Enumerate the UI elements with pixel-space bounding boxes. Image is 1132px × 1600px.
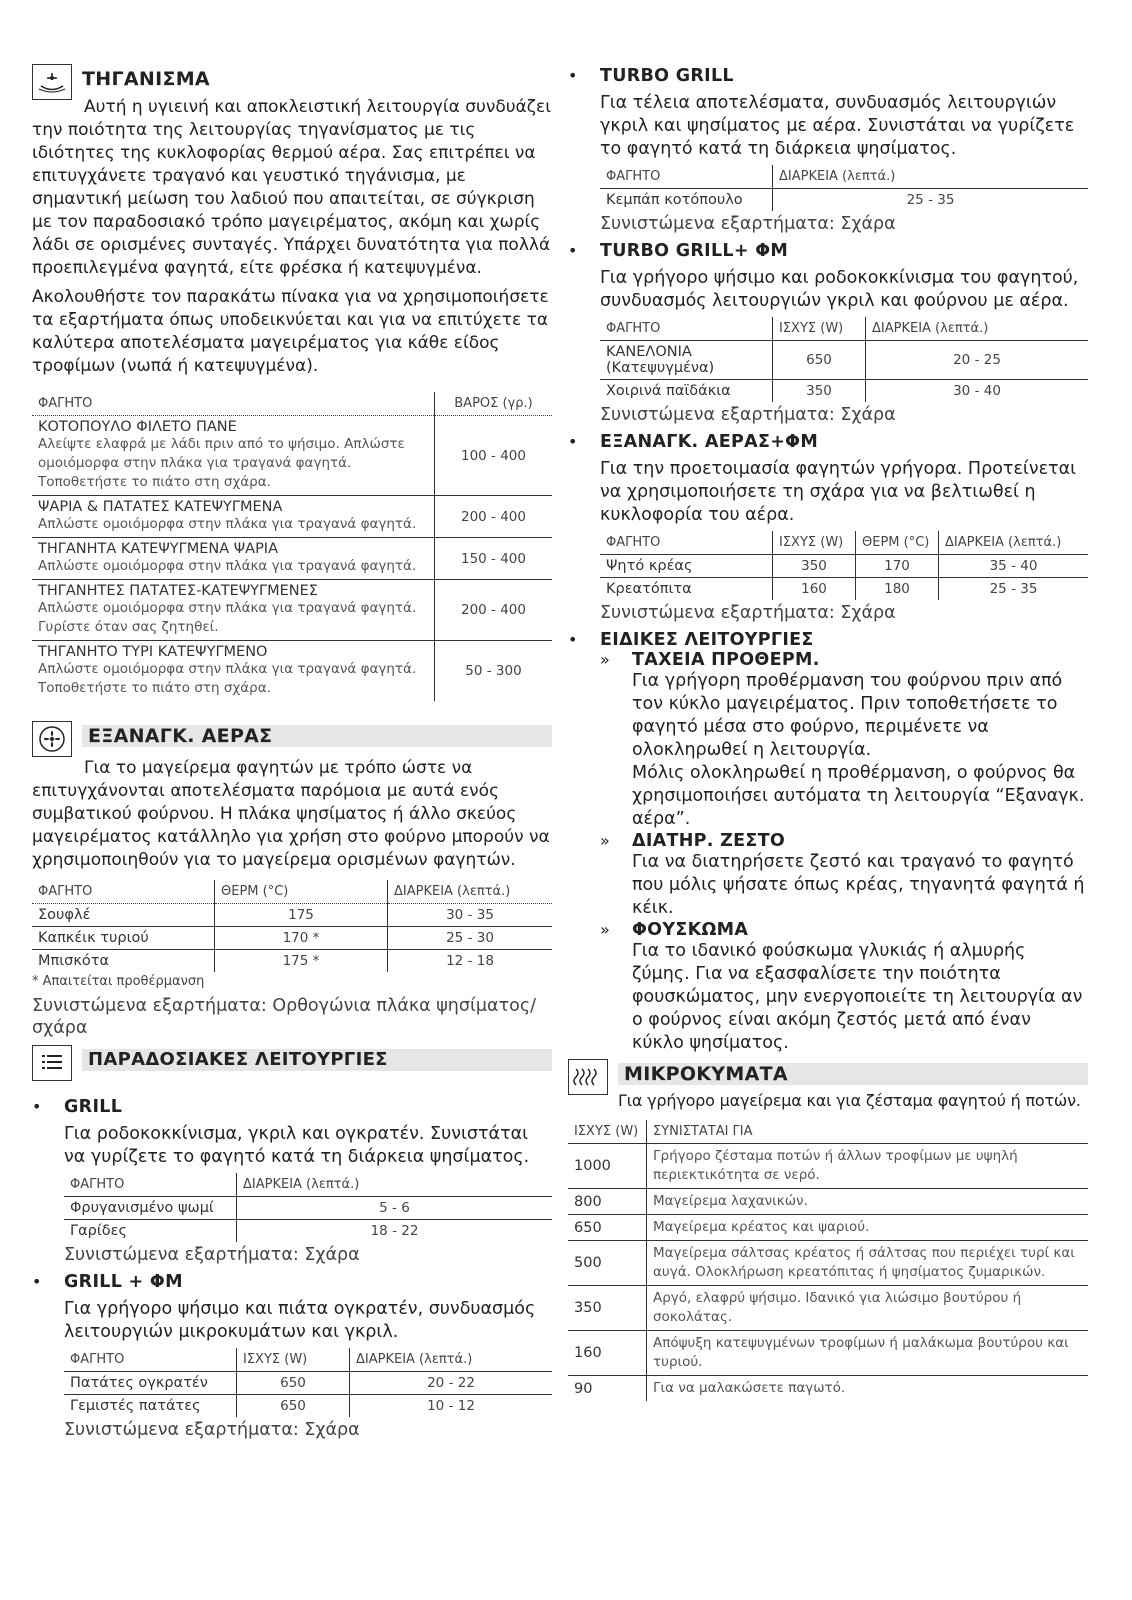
food-name: ΨΑΡΙΑ & ΠΑΤΑΤΕΣ ΚΑΤΕΨΥΓΜΕΝΑ <box>38 499 283 515</box>
table-row <box>32 927 552 950</box>
forced-air-title: ΕΞΑΝΑΓΚ. ΑΕΡΑΣ <box>82 725 552 747</box>
frying-instructions: Ακολουθήστε τον παρακάτω πίνακα για να χρησιμοποιήσετε τα εξαρτήματα όπως υποδεικνύεται και για να επιτύχετε τα καλύτερα αποτελέσματα μαγειρέματος για κάθε είδος τροφίμων (νωπά ή κατεψυγμένα). <box>32 287 549 376</box>
duration: 18 - 22 <box>237 1220 553 1243</box>
col-header-time: ΔΙΑΡΚΕΙΑ (λεπτά.) <box>388 880 553 904</box>
special-item-desc2: Μόλις ολοκληρωθεί η προθέρμανση, ο φούρνος θα χρησιμοποιήσει αυτόματα τη λειτουργία “Εξαναγκ. αέρα”. <box>632 763 1085 829</box>
turbo-grill-mw-table <box>600 317 1088 402</box>
raquo-marker: » <box>600 920 610 939</box>
col-header-power: ΙΣΧΥΣ (W) <box>773 531 856 555</box>
recommendation: Μαγείρεμα λαχανικών. <box>647 1189 1089 1215</box>
table-row <box>600 555 1088 578</box>
special-title: ΕΙΔΙΚΕΣ ΛΕΙΤΟΥΡΓΙΕΣ <box>600 630 814 650</box>
table-row <box>32 950 552 973</box>
bullet-dot: • <box>32 1097 42 1116</box>
col-header-food: ΦΑΓΗΤΟ <box>600 165 773 189</box>
grill-accessories: Συνιστώμενα εξαρτήματα: Σχάρα <box>64 1245 360 1265</box>
food-weight: 100 - 400 <box>435 416 553 496</box>
frying-header <box>32 64 552 94</box>
food-variant: (Κατεψυγμένα) <box>606 360 715 376</box>
food-name: ΚΟΤΟΠΟΥΛΟ ΦΙΛΕΤΟ ΠΑΝΕ <box>38 419 237 435</box>
table-row <box>32 538 552 580</box>
power: 350 <box>568 1286 647 1331</box>
power: 650 <box>773 341 866 380</box>
duration: 30 - 40 <box>866 380 1089 403</box>
food-name: Γεμιστές πατάτες <box>70 1398 201 1414</box>
special-functions <box>568 630 1088 1055</box>
food-name: Κρεατόπιτα <box>606 581 692 597</box>
power: 650 <box>568 1215 647 1241</box>
bullet-dot: • <box>568 630 578 649</box>
grill-table <box>64 1173 552 1242</box>
col-header-food: ΦΑΓΗΤΟ <box>32 880 215 904</box>
col-header-time: ΔΙΑΡΚΕΙΑ (λεπτά.) <box>866 317 1089 341</box>
duration: 25 - 30 <box>388 927 553 950</box>
table-row <box>568 1144 1088 1189</box>
col-header-food: ΦΑΓΗΤΟ <box>64 1173 237 1197</box>
microwave-title: ΜΙΚΡΟΚΥΜΑΤΑ <box>618 1063 1088 1085</box>
grill-mw-table <box>64 1348 552 1417</box>
col-header-food: ΦΑΓΗΤΟ <box>600 317 773 341</box>
table-row <box>568 1189 1088 1215</box>
col-header-power: ΙΣΧΥΣ (W) <box>237 1348 350 1372</box>
food-name: Γαρίδες <box>70 1223 127 1239</box>
bullet-dot: • <box>568 66 578 85</box>
power: 160 <box>568 1331 647 1376</box>
grill-mw-desc: Για γρήγορο ψήσιμο και πιάτα ογκρατέν, συνδυασμός λειτουργιών μικροκυμάτων και γκριλ. <box>64 1299 536 1342</box>
forced-air-mw-table <box>600 531 1088 600</box>
food-name: ΤΗΓΑΝΗΤΑ ΚΑΤΕΨΥΓΜΕΝΑ ΨΑΡΙΑ <box>38 541 279 557</box>
duration: 5 - 6 <box>237 1197 553 1220</box>
raquo-marker: » <box>600 831 610 850</box>
forced-air-accessories: Συνιστώμενα εξαρτήματα: Ορθογώνια πλάκα ψησίματος/σχάρα <box>32 996 536 1038</box>
left-column <box>32 64 552 1447</box>
col-header-time: ΔΙΑΡΚΕΙΑ (λεπτά.) <box>773 165 1089 189</box>
table-row <box>64 1395 552 1418</box>
col-header-food: ΦΑΓΗΤΟ <box>600 531 773 555</box>
col-header-temp: ΘΕΡΜ (°C) <box>215 880 388 904</box>
special-item-title: ΤΑΧΕΙΑ ΠΡΟΘΕΡΜ. <box>632 650 820 670</box>
bullet-dot: • <box>568 432 578 451</box>
temperature: 170 <box>856 555 939 578</box>
forced-air-mw-accessories: Συνιστώμενα εξαρτήματα: Σχάρα <box>600 603 896 623</box>
special-item-desc: Για να διατηρήσετε ζεστό και τραγανό το φαγητό που μόλις ψήσατε όπως κρέας, τηγανητά φαγητά ή κέικ. <box>632 852 1085 918</box>
table-row <box>32 416 552 496</box>
table-row <box>32 904 552 927</box>
food-note: Απλώστε ομοιόμορφα στην πλάκα για τραγανά φαγητά. Γυρίστε όταν σας ζητηθεί. <box>38 600 417 635</box>
temperature: 175 * <box>215 950 388 973</box>
frying-table <box>32 392 552 701</box>
duration: 30 - 35 <box>388 904 553 927</box>
turbo-grill-title: TURBO GRILL <box>600 66 734 86</box>
food-name: Μπισκότα <box>38 953 110 969</box>
power: 650 <box>237 1372 350 1395</box>
table-row <box>568 1215 1088 1241</box>
forced-air-table <box>32 880 552 972</box>
duration: 10 - 12 <box>350 1395 553 1418</box>
table-row <box>64 1220 552 1243</box>
forced-air-mw-item <box>568 432 1088 624</box>
preheat-footnote: * Απαιτείται προθέρμανση <box>32 974 205 989</box>
recommendation: Απόψυξη κατεψυγμένων τροφίμων ή μαλάκωμα βουτύρου και τυριού. <box>647 1331 1089 1376</box>
special-item-desc: Για γρήγορη προθέρμανση του φούρνου πριν από τον κύκλο μαγειρέματος. Πριν τοποθετήσετε το φαγητό μέσα στο φούρνο, περιμένετε να ολοκληρωθεί η λειτουργία. <box>632 671 1063 760</box>
list-icon <box>32 1045 72 1081</box>
forced-air-header <box>32 721 552 751</box>
turbo-grill-mw-desc: Για γρήγορο ψήσιμο και ροδοκοκκίνισμα του φαγητού, συνδυασμός λειτουργιών γκριλ και φούρνου με αέρα. <box>600 268 1079 311</box>
col-header-weight: ΒΑΡΟΣ (γρ.) <box>435 392 553 416</box>
frying-title: ΤΗΓΑΝΙΣΜΑ <box>82 68 210 90</box>
microwave-waves-icon <box>568 1059 608 1095</box>
microwave-table <box>568 1120 1088 1401</box>
microwave-intro: Για γρήγορο μαγείρεμα και για ζέσταμα φαγητού ή ποτών. <box>618 1091 1081 1110</box>
food-weight: 200 - 400 <box>435 580 553 641</box>
food-note: Απλώστε ομοιόμορφα στην πλάκα για τραγανά φαγητά. <box>38 516 417 532</box>
power: 1000 <box>568 1144 647 1189</box>
food-name: ΤΗΓΑΝΗΤΕΣ ΠΑΤΑΤΕΣ-ΚΑΤΕΨΥΓΜΕΝΕΣ <box>38 583 318 599</box>
food-name: ΚΑΝΕΛΟΝΙΑ <box>606 344 692 360</box>
recommendation: Μαγείρεμα σάλτσας κρέατος ή σάλτσας που περιέχει τυρί και αυγά. Ολοκλήρωση κρεατόπιτας ή ψησίματος ζυμαρικών. <box>647 1241 1089 1286</box>
table-row <box>64 1197 552 1220</box>
food-weight: 50 - 300 <box>435 641 553 702</box>
recommendation: Για να μαλακώσετε παγωτό. <box>647 1376 1089 1402</box>
turbo-grill-accessories: Συνιστώμενα εξαρτήματα: Σχάρα <box>600 214 896 234</box>
recommendation: Γρήγορο ζέσταμα ποτών ή άλλων τροφίμων με υψηλή περιεκτικότητα σε νερό. <box>647 1144 1089 1189</box>
duration: 35 - 40 <box>939 555 1089 578</box>
table-row <box>64 1372 552 1395</box>
recommendation: Αργό, ελαφρύ ψήσιμο. Ιδανικό για λιώσιμο βουτύρου ή σοκολάτας. <box>647 1286 1089 1331</box>
power: 650 <box>237 1395 350 1418</box>
col-header-power: ΙΣΧΥΣ (W) <box>568 1120 647 1144</box>
table-row <box>32 641 552 702</box>
duration: 20 - 22 <box>350 1372 553 1395</box>
temperature: 170 * <box>215 927 388 950</box>
microwave-header <box>568 1059 1088 1089</box>
special-item-title: ΔΙΑΤΗΡ. ΖΕΣΤΟ <box>632 831 786 851</box>
turbo-grill-mw-accessories: Συνιστώμενα εξαρτήματα: Σχάρα <box>600 405 896 425</box>
col-header-time: ΔΙΑΡΚΕΙΑ (λεπτά.) <box>237 1173 553 1197</box>
col-header-recommended: ΣΥΝΙΣΤΑΤΑΙ ΓΙΑ <box>647 1120 1089 1144</box>
table-row <box>32 496 552 538</box>
grill-title: GRILL <box>64 1097 123 1117</box>
turbo-grill-mw-item <box>568 241 1088 426</box>
food-note: Αλείψτε ελαφρά με λάδι πριν από το ψήσιμο. Απλώστε ομοιόμορφα στην πλάκα για τραγανά φαγητά. Τοποθετήστε το πιάτο στη σχάρα. <box>38 436 405 490</box>
duration: 20 - 25 <box>866 341 1089 380</box>
turbo-grill-desc: Για τέλεια αποτελέσματα, συνδυασμός λειτουργιών γκριλ και ψησίματος με αέρα. Συνιστάται να γυρίζετε το φαγητό κατά τη διάρκεια ψησίματος. <box>600 93 1075 159</box>
col-header-time: ΔΙΑΡΚΕΙΑ (λεπτά.) <box>350 1348 553 1372</box>
table-row <box>568 1331 1088 1376</box>
duration: 25 - 35 <box>773 189 1089 212</box>
temperature: 175 <box>215 904 388 927</box>
power: 500 <box>568 1241 647 1286</box>
col-header-temp: ΘΕΡΜ (°C) <box>856 531 939 555</box>
food-name: ΤΗΓΑΝΗΤΟ ΤΥΡΙ ΚΑΤΕΨΥΓΜΕΝΟ <box>38 644 268 660</box>
forced-air-intro: Για το μαγείρεμα φαγητών με τρόπο ώστε να επιτυγχάνονται αποτελέσματα παρόμοια με αυτά ενός συμβατικού φούρνου. Η πλάκα ψησίματος ή άλλο σκεύος μαγειρέματος κατάλληλο για χρήση στο φούρνο μπορούν να χρησιμοποιηθούν για το μαγείρεμα ορισμένων φαγητών. <box>32 758 550 870</box>
special-item <box>600 920 1088 1055</box>
forced-air-mw-desc: Για την προετοιμασία φαγητών γρήγορα. Προτείνεται να χρησιμοποιήσετε τη σχάρα για να βελτιωθεί η κυκλοφορία του αέρα. <box>600 459 1077 525</box>
table-row <box>568 1241 1088 1286</box>
special-item-desc: Για το ιδανικό φούσκωμα γλυκιάς ή αλμυρής ζύμης. Για να εξασφαλίσετε την ποιότητα φουσκώματος, μην ενεργοποιείτε τη λειτουργία αν ο φούρνος είναι ακόμη ζεστός μετά από έναν κύκλο ψησίματος. <box>632 941 1083 1053</box>
turbo-grill-mw-title: TURBO GRILL+ ΦΜ <box>600 241 789 261</box>
duration: 25 - 35 <box>939 578 1089 601</box>
special-item-title: ΦΟΥΣΚΩΜΑ <box>632 920 749 940</box>
col-header-power: ΙΣΧΥΣ (W) <box>773 317 866 341</box>
special-item <box>600 650 1088 831</box>
table-row <box>568 1286 1088 1331</box>
col-header-food: ΦΑΓΗΤΟ <box>64 1348 237 1372</box>
grill-desc: Για ροδοκοκκίνισμα, γκριλ και ογκρατέν. Συνιστάται να γυρίζετε το φαγητό κατά τη διάρκεια ψησίματος. <box>64 1124 530 1167</box>
forced-air-mw-title: ΕΞΑΝΑΓΚ. ΑΕΡΑΣ+ΦΜ <box>600 432 819 452</box>
col-header-time: ΔΙΑΡΚΕΙΑ (λεπτά.) <box>939 531 1089 555</box>
temperature: 180 <box>856 578 939 601</box>
food-name: Κεμπάπ κοτόπουλο <box>606 192 743 208</box>
food-note: Απλώστε ομοιόμορφα στην πλάκα για τραγανά φαγητά. <box>38 558 417 574</box>
special-item <box>600 831 1088 920</box>
duration: 12 - 18 <box>388 950 553 973</box>
recommendation: Μαγείρεμα κρέατος και ψαριού. <box>647 1215 1089 1241</box>
col-header-food: ΦΑΓΗΤΟ <box>32 392 435 416</box>
traditional-title: ΠΑΡΑΔΟΣΙΑΚΕΣ ΛΕΙΤΟΥΡΓΙΕΣ <box>82 1049 552 1071</box>
frying-fan-icon <box>32 64 72 100</box>
food-name: Ψητό κρέας <box>600 555 773 578</box>
table-row <box>600 578 1088 601</box>
power: 350 <box>773 555 856 578</box>
grill-mw-title: GRILL + ΦΜ <box>64 1272 183 1292</box>
food-weight: 150 - 400 <box>435 538 553 580</box>
turbo-grill-item <box>568 66 1088 235</box>
power: 350 <box>773 380 866 403</box>
turbo-grill-table <box>600 165 1088 211</box>
power: 800 <box>568 1189 647 1215</box>
table-row <box>568 1376 1088 1402</box>
power: 90 <box>574 1380 593 1397</box>
table-row <box>32 580 552 641</box>
raquo-marker: » <box>600 650 610 669</box>
table-row <box>600 189 1088 212</box>
grill-mw-item <box>32 1272 552 1441</box>
food-name: Σουφλέ <box>32 904 215 927</box>
fan-icon <box>32 721 72 757</box>
bullet-dot: • <box>568 241 578 260</box>
bullet-dot: • <box>32 1272 42 1291</box>
food-name: Καπκέικ τυριού <box>32 927 215 950</box>
frying-intro: Αυτή η υγιεινή και αποκλειστική λειτουργία συνδυάζει την ποιότητα της λειτουργίας τηγανίσματος με τις ιδιότητες της κυκλοφορίας θερμού αέρα. Σας επιτρέπει να επιτυγχάνετε τραγανό και γευστικό τηγάνισμα, με σημαντική μείωση του λαδιού που απαιτείται, σε σύγκριση με τον παραδοσιακό τρόπο μαγειρέματος, ακόμη και χωρίς λάδι σε ορισμένες συνταγές. Υπάρχει δυνατότητα για πολλά προεπιλεγμένα φαγητά, είτε φρέσκα ή κατεψυγμένα. <box>32 97 551 278</box>
grill-item <box>32 1097 552 1266</box>
power: 160 <box>773 578 856 601</box>
table-row <box>600 341 1088 380</box>
food-note: Απλώστε ομοιόμορφα στην πλάκα για τραγανά φαγητά. Τοποθετήστε το πιάτο στη σχάρα. <box>38 661 417 696</box>
table-row <box>600 380 1088 403</box>
food-name: Χοιρινά παϊδάκια <box>606 383 731 399</box>
traditional-header <box>32 1045 552 1075</box>
right-column <box>568 64 1088 1401</box>
food-name: Πατάτες ογκρατέν <box>64 1372 237 1395</box>
grill-mw-accessories: Συνιστώμενα εξαρτήματα: Σχάρα <box>64 1420 360 1440</box>
food-weight: 200 - 400 <box>435 496 553 538</box>
food-name: Φρυγανισμένο ψωμί <box>64 1197 237 1220</box>
